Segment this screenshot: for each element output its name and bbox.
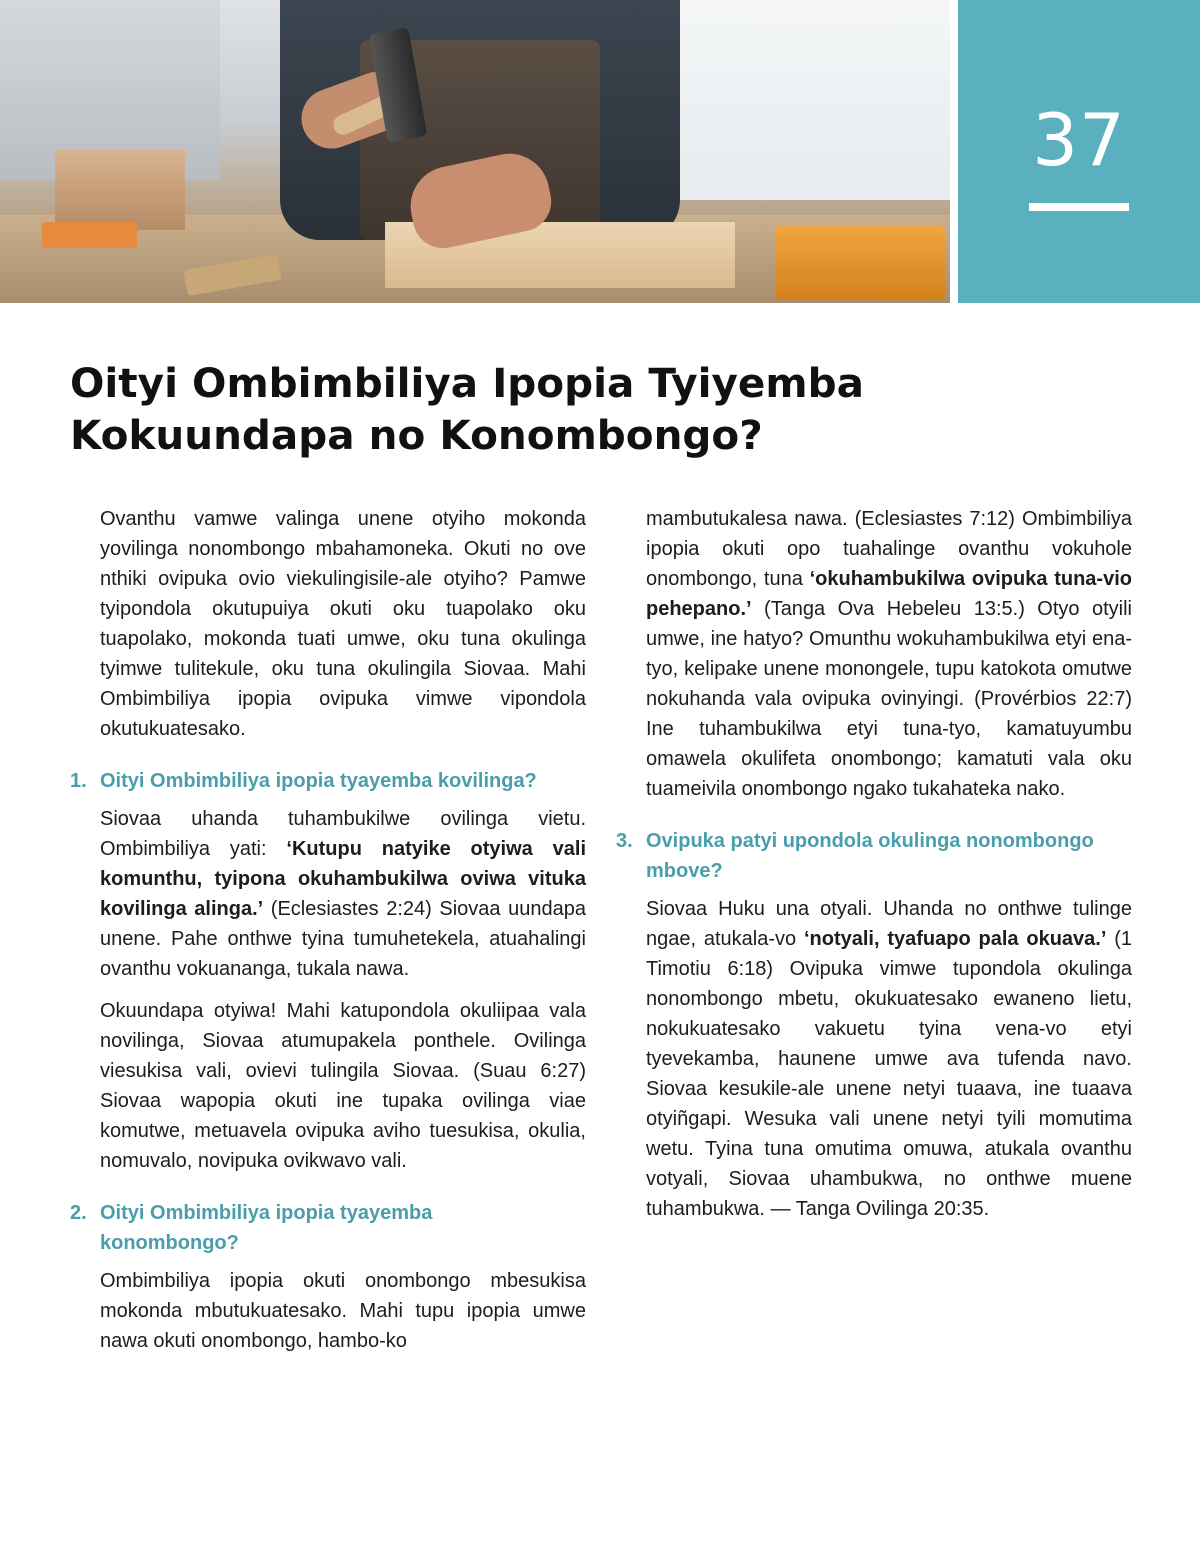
question-1-paragraph-2: Okuundapa otyiwa! Mahi katupondola okuliipaa vala novilinga, Siovaa atumupakela ponthele. Ovilinga viesukisa vali, ovievi tulingila Siovaa. (Suau 6:27) Siovaa wapopia okuti ine tupaka ovilinga viae komutwe, metuavela ovipuka aviho tuesukisa, okulia, nomuvalo, novipuka ovikwavo vali. [100, 1000, 586, 1172]
lesson-number-underline [1029, 203, 1129, 211]
question-2-paragraph-1-continued [646, 504, 1132, 804]
question-3-paragraph-1 [646, 894, 1132, 1224]
question-3-number: 3. [616, 830, 633, 852]
page-title: Oityi Ombimbiliya Ipopia Tyiyemba Kokuundapa no Konombongo? [70, 359, 864, 459]
q2-p1-text-after: (Tanga Ova Hebeleu 13:5.) Otyo otyili umwe, ine hatyo? Omunthu wokuhambukilwa etyi ena-tyo, kelipake unene monongele, tupu katokota omutwe nokuhanda vala ovipuka ovinyingi. (Provérbios 22:7) Ine tuhambukilwa etyi tuna-tyo, kamatuyumbu omawela okulifeta onombongo; kamatuti vala oku tuameivila onombongo ngako tukahateka nako. [646, 598, 1132, 800]
q1-p1-text-after: (Eclesiastes 2:24) Siovaa uundapa unene. Pahe onthwe tyina tumuhetekela, atuahalingi ovanthu vokuananga, tukala nawa. [100, 898, 587, 980]
lesson-number: 37 [1032, 98, 1126, 182]
q3-p1-text-after: (1 Timotiu 6:18) Ovipuka vimwe tupondola okulinga nonombongo mbetu, okukuatesako ewaneno lietu, nokukuatesako vakuetu tyina vena-vo etyi tyevekamba, haunene umwe ava tufenda navo. Siovaa kesukile-ale unene netyi tuaava, ine tuaava otyiñgapi. Wesuka vali unene netyi tyili momutima wetu. Tyina tuna omutima omuwa, atukala ovanthu votyali, Siovaa uhambukwa, no onthwe muene tuhambukwa. — Tanga Ovilinga 20:35. [646, 928, 1133, 1220]
hero-sanding-sponge [42, 222, 137, 248]
q3-p1-text-before: Siovaa Huku una otyali. Uhanda no onthwe tulinge ngae, atukala-vo [646, 898, 1132, 950]
right-column [616, 504, 1133, 1236]
lesson-number-badge [958, 0, 1200, 303]
q2-p1-bible-quote: ‘okuhambukilwa ovipuka tuna-vio pehepano.’ [646, 568, 1132, 620]
question-2-paragraph-1: Ombimbiliya ipopia okuti onombongo mbesukisa mokonda mbutukuatesako. Mahi tupu ipopia umwe nawa okuti onombongo, hambo-ko [100, 1270, 586, 1352]
question-1-number: 1. [70, 770, 87, 792]
q1-p1-text-before: Siovaa uhanda tuhambukilwe ovilinga vietu. Ombimbiliya yati: [100, 808, 586, 860]
question-2-number: 2. [70, 1202, 87, 1224]
question-3-text: Ovipuka patyi upondola okulinga nonombongo mbove? [646, 830, 1094, 882]
question-3-heading [616, 826, 1102, 886]
question-1-paragraph-1 [100, 804, 586, 984]
question-1-heading [70, 766, 556, 796]
question-2-heading [70, 1198, 556, 1258]
q2-p1-text-before: mambutukalesa nawa. (Eclesiastes 7:12) Ombimbiliya ipopia okuti opo tuahalinge ovanthu vokuhole onombongo, tuna [646, 508, 1132, 590]
q1-p1-bible-quote: ‘Kutupu natyike otyiwa vali komunthu, tyipona okuhambukilwa oviwa vituka kovilinga alinga.’ [100, 838, 587, 920]
hero-orange-tool [775, 225, 945, 300]
hero-background-window [640, 0, 950, 200]
intro-paragraph: Ovanthu vamwe valinga unene otyiho mokonda yovilinga nonombongo mbahamoneka. Okuti no ove nthiki ovipuka ovio viekulingisile-ale otyiho? Pamwe tyipondola okutupuiya okuti oku tuapolako oku tuapolako, mokonda tuati umwe, oku tuna okulinga tyimwe tulitekule, oku tuna okulingila Siovaa. Mahi Ombimbiliya ipopia ovipuka vimwe vipondola okutukuatesako. [100, 508, 586, 740]
question-1-text: Oityi Ombimbiliya ipopia tyayemba kovilinga? [100, 770, 537, 792]
left-column [70, 504, 587, 1368]
hero-wood-block [55, 150, 185, 230]
hero-photo-carpenter [0, 0, 950, 303]
q3-p1-bible-quote: ‘notyali, tyafuapo pala okuava.’ [803, 928, 1107, 950]
question-2-text: Oityi Ombimbiliya ipopia tyayemba konombongo? [100, 1202, 433, 1254]
